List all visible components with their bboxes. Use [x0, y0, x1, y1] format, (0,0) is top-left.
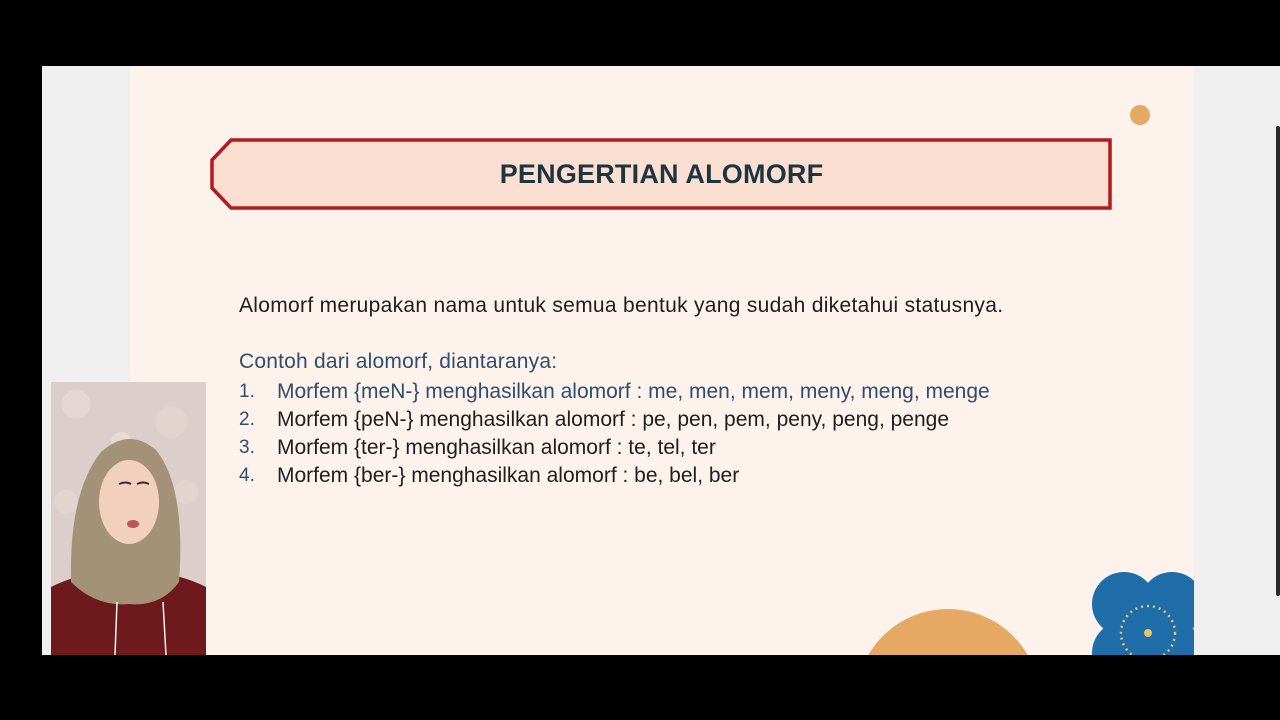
definition-text: Alomorf merupakan nama untuk semua bentuk yang sudah diketahui statusnya.: [239, 294, 1004, 317]
examples-heading: Contoh dari alomorf, diantaranya:: [239, 350, 558, 373]
list-number: 4.: [239, 465, 255, 486]
blue-flower-icon: [1082, 571, 1194, 655]
list-item: [239, 378, 990, 406]
video-frame: [42, 66, 1280, 655]
list-item: [239, 406, 990, 434]
list-number: 2.: [239, 409, 255, 430]
list-text: Morfem {peN-} menghasilkan alomorf : pe, pen, pem, peny, peng, penge: [277, 408, 950, 431]
list-text: Morfem {ber-} menghasilkan alomorf : be, bel, ber: [277, 464, 740, 487]
list-item: [239, 462, 990, 490]
list-item: [239, 434, 990, 462]
scrollbar[interactable]: [1276, 126, 1280, 596]
list-number: 3.: [239, 437, 255, 458]
title-banner: [210, 138, 1113, 210]
list-text: Morfem {ter-} menghasilkan alomorf : te, tel, ter: [277, 436, 716, 459]
examples-list: [239, 378, 990, 490]
list-number: 1.: [239, 381, 255, 402]
presentation-slide: [130, 66, 1194, 655]
list-text: Morfem {meN-} menghasilkan alomorf : me, men, mem, meny, meng, menge: [277, 380, 990, 403]
presenter-webcam-overlay: [51, 382, 206, 655]
right-gutter: [1194, 66, 1280, 655]
slide-title: PENGERTIAN ALOMORF: [499, 158, 824, 189]
orange-dot-decoration: [1130, 105, 1150, 125]
orange-circle-decoration: [856, 609, 1040, 655]
